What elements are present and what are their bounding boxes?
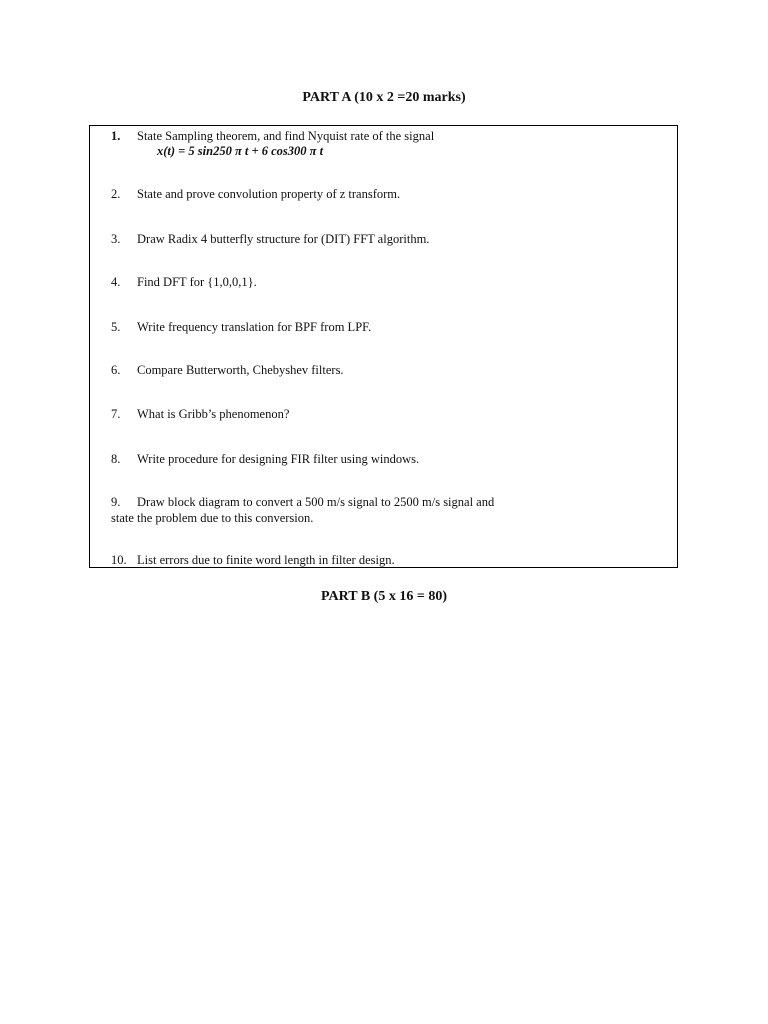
part-a-question-box <box>89 125 678 568</box>
question-number: 6. <box>111 363 121 377</box>
question-number: 2. <box>111 187 121 201</box>
question-number: 5. <box>111 320 121 334</box>
question-number: 7. <box>111 407 121 421</box>
question-text: Compare Butterworth, Chebyshev filters. <box>137 363 344 377</box>
question-3 <box>111 232 429 247</box>
question-text: Draw block diagram to convert a 500 m/s signal to 2500 m/s signal and <box>137 495 495 509</box>
question-4 <box>111 275 257 290</box>
question-text: Draw Radix 4 butterfly structure for (DIT) FFT algorithm. <box>137 232 430 246</box>
question-7 <box>111 407 289 422</box>
question-number: 9. <box>111 495 121 509</box>
question-number: 4. <box>111 275 121 289</box>
part-a-heading: PART A (10 x 2 =20 marks) <box>302 90 466 105</box>
question-number: 8. <box>111 452 121 466</box>
signal-formula: x(t) = 5 sin250 π t + 6 cos300 π t <box>157 144 324 158</box>
question-text: State Sampling theorem, and find Nyquist rate of the signal <box>137 129 435 143</box>
question-text: Find DFT for {1,0,0,1}. <box>137 275 257 289</box>
question-9-continuation: state the problem due to this conversion. <box>111 511 314 525</box>
question-text: Write procedure for designing FIR filter using windows. <box>137 452 420 466</box>
question-10 <box>111 553 395 568</box>
question-number: 1. <box>111 129 121 143</box>
question-2 <box>111 187 400 202</box>
question-number: 3. <box>111 232 121 246</box>
question-5 <box>111 320 371 335</box>
question-text: What is Gribb’s phenomenon? <box>137 407 290 421</box>
question-6 <box>111 363 344 378</box>
question-text: Write frequency translation for BPF from LPF. <box>137 320 372 334</box>
question-1 <box>111 129 434 159</box>
question-text: List errors due to finite word length in filter design. <box>137 553 395 567</box>
question-number: 10. <box>111 553 127 567</box>
part-b-heading: PART B (5 x 16 = 80) <box>321 589 447 604</box>
question-text: State and prove convolution property of z transform. <box>137 187 401 201</box>
question-8 <box>111 452 419 467</box>
question-9 <box>111 495 494 510</box>
